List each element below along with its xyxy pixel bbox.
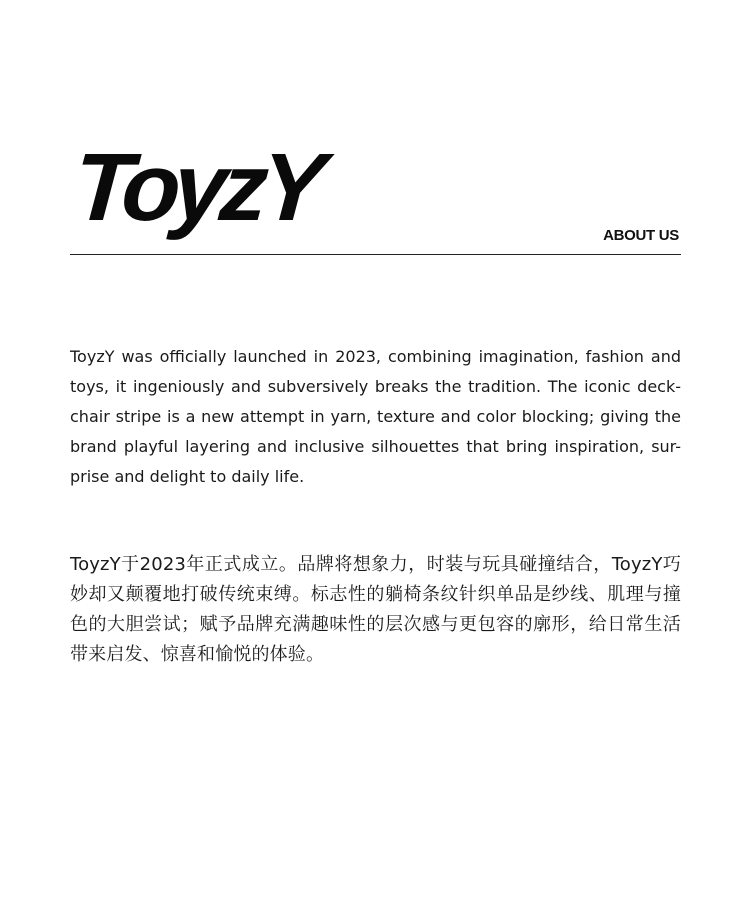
section-label: ABOUT US	[603, 227, 679, 244]
about-paragraph-chinese: ToyzY于2023年正式成立。品牌将想象力，时装与玩具碰撞结合，ToyzY巧妙却又颠覆地打破传统束缚。标志性的躺椅条纹针织单品是纱线、肌理与撞色的大胆尝试；赋予品牌充满趣味性的层次感与更包容的廓形，给日常生活带来启发、惊喜和愉悦的体验。	[70, 554, 681, 665]
about-paragraph-english: ToyzY was officially launched in 2023, combining imagination, fashion and toys, it ingeniously and subversively breaks the tradition. The iconic deck-chair stripe is a new attempt in yarn, texture and color blocking; giving the brand playful layering and inclusive silhouettes that bring inspiration, sur-prise and delight to daily life.	[70, 347, 681, 486]
brand-logo: ToyzY	[70, 134, 322, 241]
header-divider	[70, 254, 681, 255]
